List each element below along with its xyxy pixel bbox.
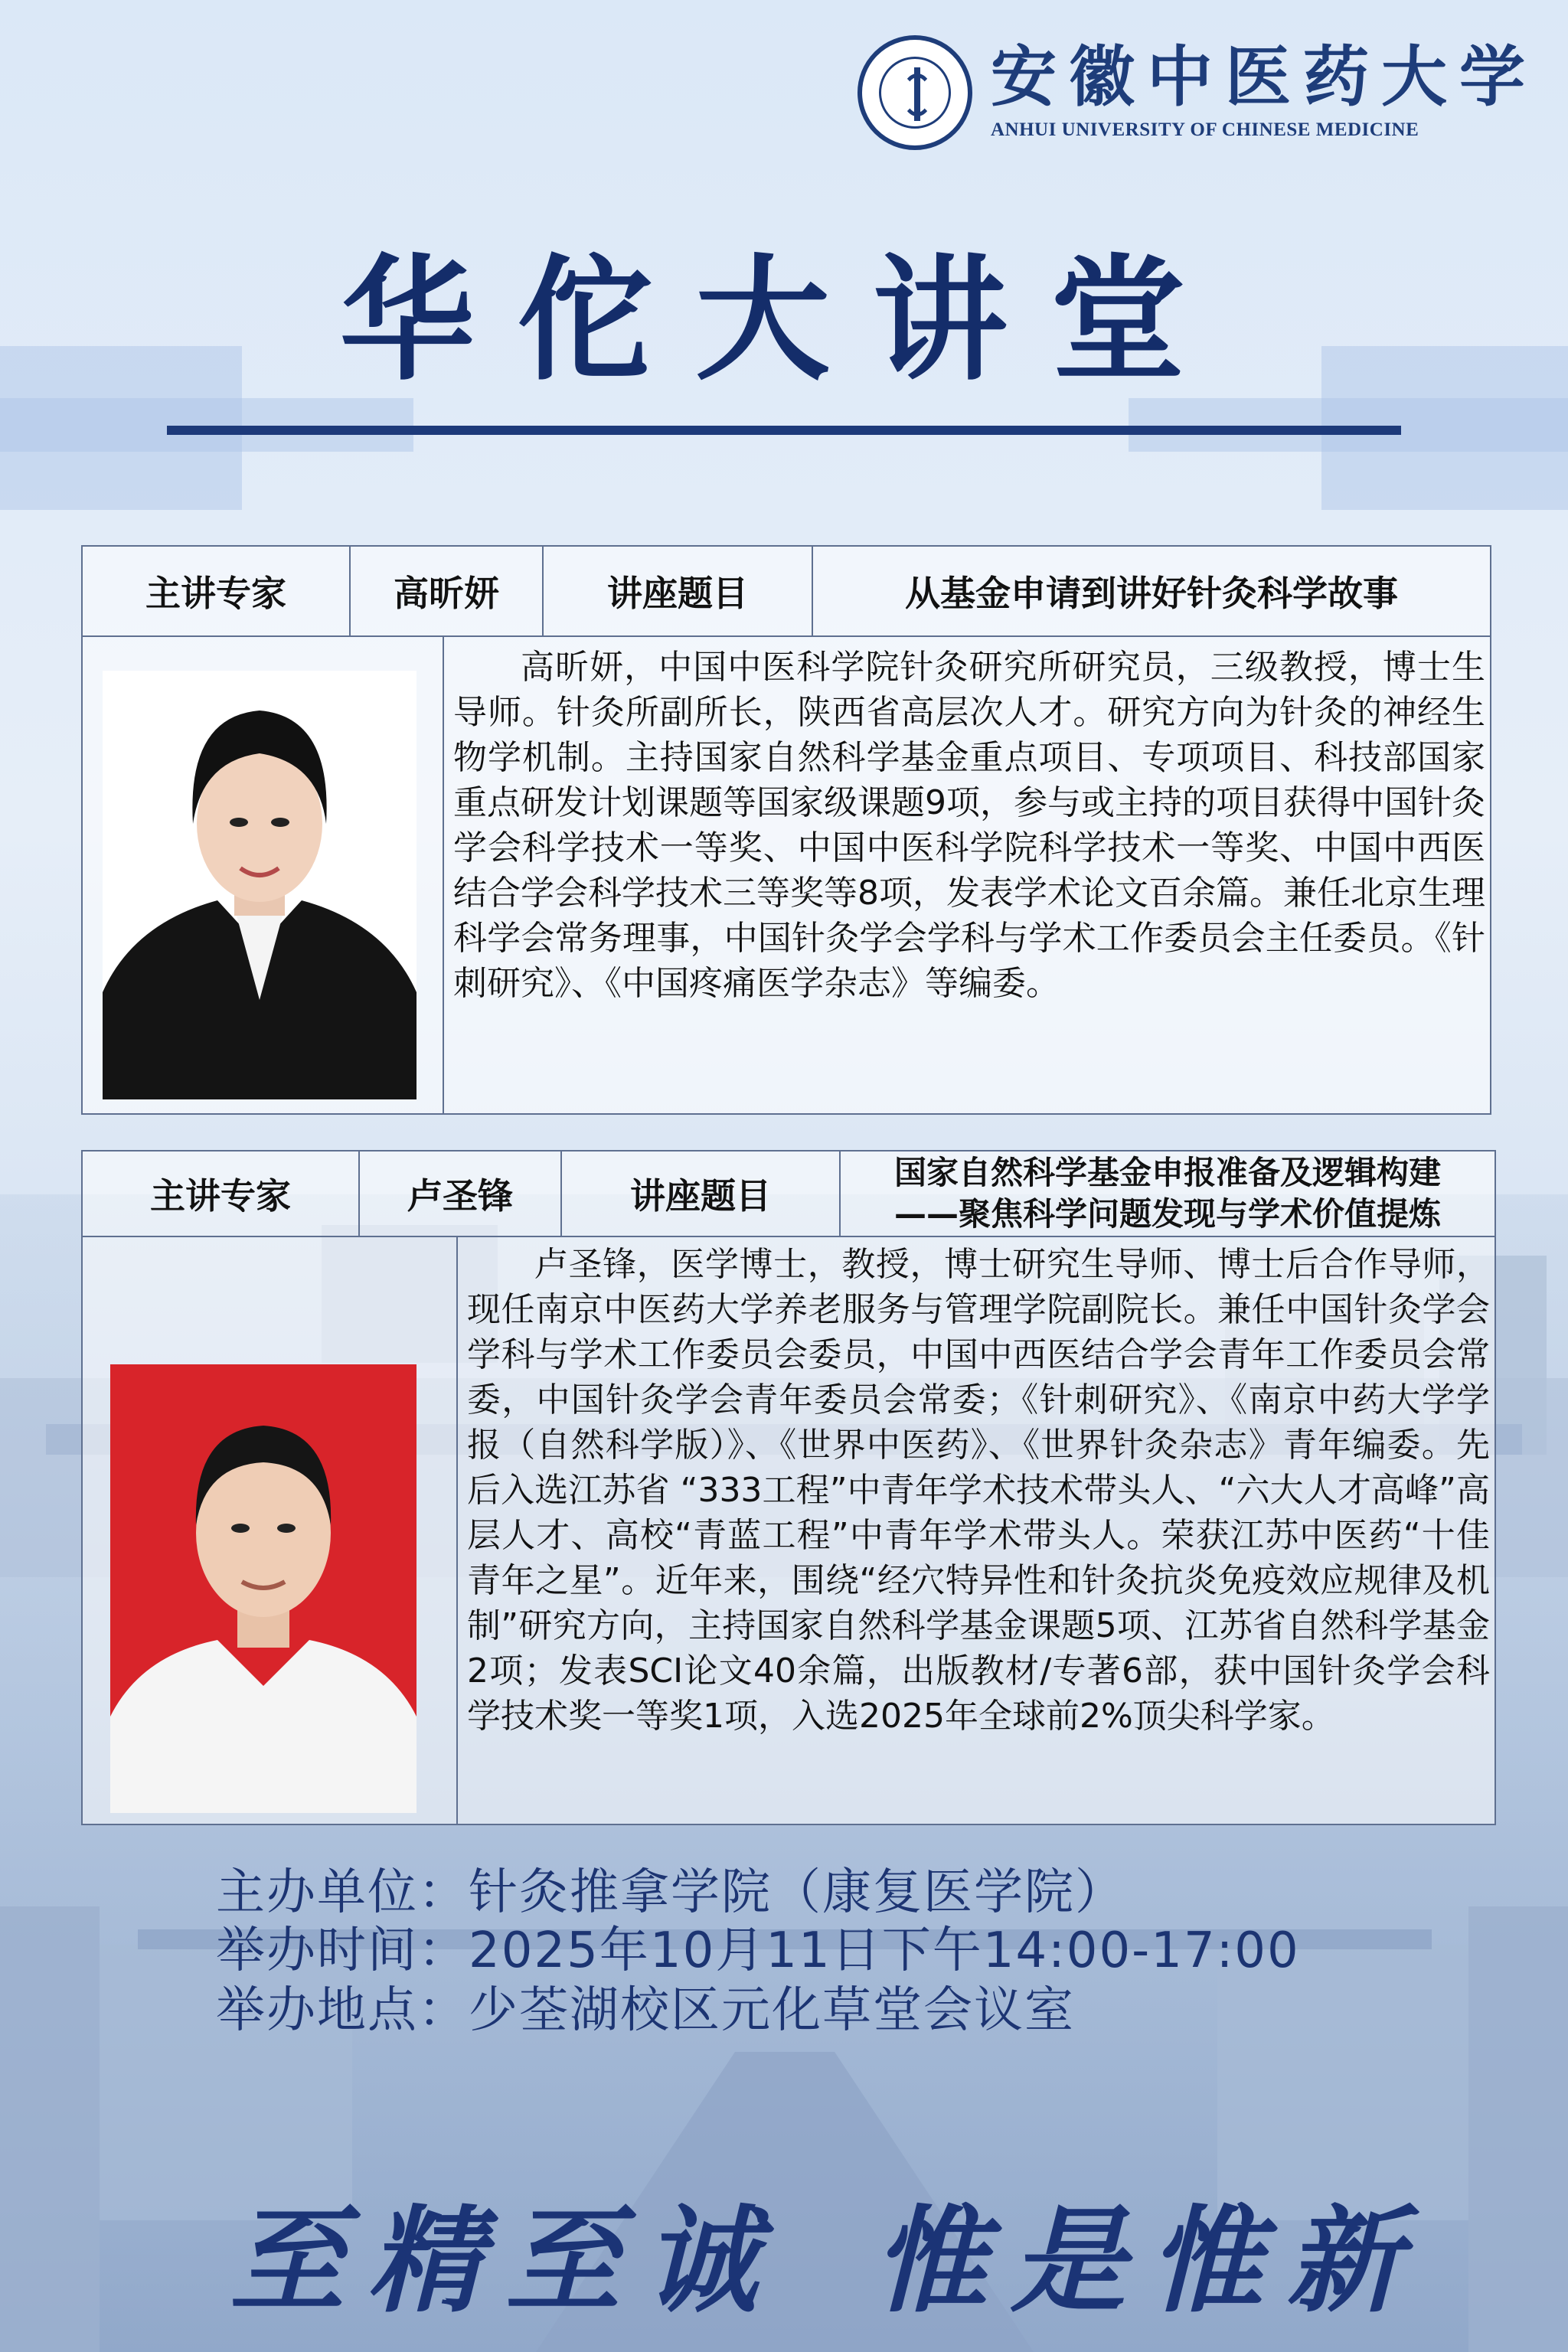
expert-bio-2: 卢圣锋，医学博士，教授，博士研究生导师、博士后合作导师，现任南京中医药大学养老服务与管理学院副院长。兼任中国针灸学会学科与学术工作委员会委员，中国中西医结合学会青年工作委员会常委，中国针灸学会青年委员会常委；《针刺研究》、《南京中药大学学报（自然科学版）》、《世界中医药》、《世界针灸杂志》青年编委。先后入选江苏省 “333工程”中青年学术技术带头人、“六大人才高峰”高层人才、高校“青蓝工程”中青年学术带头人。荣获江苏中医药“十佳青年之星”。近年来，围绕“经穴特异性和针灸抗炎免疫效应规律及机制”研究方向，主持国家自然科学基金课题5项、江苏省自然科学基金2项；发表SCI论文40余篇，出版教材/专著6部，获中国针灸学会科学技术奖一等奖1项，入选2025年全球前2%顶尖科学家。 — [467, 1245, 1490, 1736]
expert-bio-1: 高昕妍，中国中医科学院针灸研究所研究员，三级教授，博士生导师。针灸所副所长，陕西省高层次人才。研究方向为针灸的神经生物学机制。主持国家自然科学基金重点项目、专项项目、科技部国家重点研发计划课题等国家级课题9项，参与或主持的项目获得中国针灸学会科学技术一等奖、中国中医科学院科学技术一等奖、中国中西医结合学会科学技术三等奖等8项，发表学术论文百余篇。兼任北京生理科学会常务理事，中国针灸学会学科与学术工作委员会主任委员。《针刺研究》、《中国疼痛医学杂志》等编委。 — [453, 648, 1485, 1003]
university-logo — [858, 35, 1537, 150]
expert-name: 卢圣锋 — [360, 1152, 562, 1236]
expert-photo-1 — [103, 671, 416, 1099]
lecture-topic: 从基金申请到讲好针灸科学故事 — [905, 573, 1398, 614]
motto-right: 惟是惟新 — [872, 2194, 1424, 2328]
decor-band-left-2 — [0, 398, 413, 452]
lecture-topic-line1: 国家自然科学基金申报准备及逻辑构建 — [893, 1154, 1441, 1191]
page-title: 华佗大讲堂 — [339, 240, 1228, 399]
lecture-card-1 — [81, 545, 1491, 1115]
university-motto — [230, 2168, 1424, 2334]
decor-band-right-2 — [1129, 398, 1568, 452]
expert-name: 高昕妍 — [351, 547, 544, 635]
university-name-en: ANHUI UNIVERSITY OF CHINESE MEDICINE — [991, 119, 1419, 140]
expert-label: 主讲专家 — [83, 1152, 360, 1236]
organizer-line: 主办单位：针灸推拿学院（康复医学院） — [216, 1864, 1125, 1921]
expert-photo-2 — [110, 1364, 416, 1813]
lecture-card-2 — [81, 1150, 1496, 1825]
lecture-header-2 — [83, 1152, 1494, 1237]
photo-column — [83, 1236, 458, 1824]
venue-line: 举办地点：少荃湖校区元化草堂会议室 — [216, 1982, 1075, 2039]
motto-left: 至精至诚 — [230, 2194, 782, 2328]
expert-label: 主讲专家 — [83, 547, 351, 635]
topic-label: 讲座题目 — [562, 1152, 841, 1236]
university-name-cn: 安徽中医药大学 — [991, 38, 1537, 116]
university-seal-icon — [858, 35, 972, 150]
topic-label: 讲座题目 — [544, 547, 813, 635]
title-underline — [167, 426, 1401, 435]
photo-column — [83, 635, 444, 1113]
lecture-topic — [841, 1152, 1494, 1236]
lecture-header-1 — [83, 547, 1490, 637]
lecture-topic-line2: ——聚焦科学问题发现与学术价值提炼 — [893, 1195, 1441, 1233]
time-line: 举办时间：2025年10月11日下午14:00-17:00 — [216, 1922, 1300, 1979]
